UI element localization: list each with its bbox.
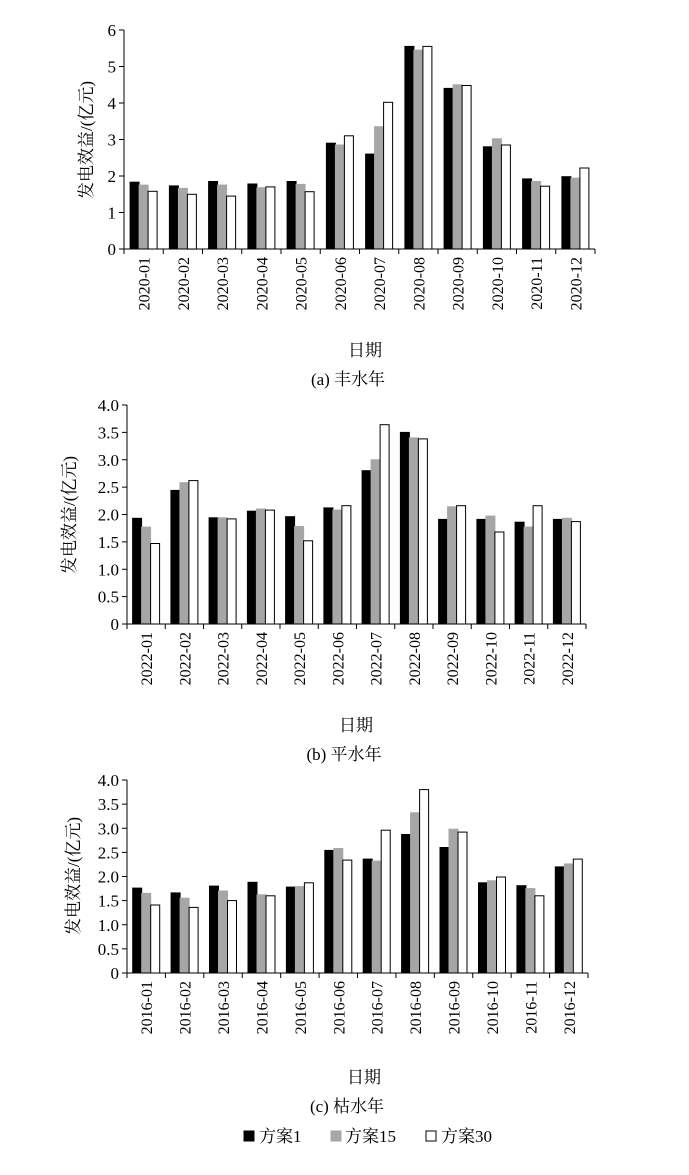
bar-s1	[444, 88, 453, 249]
bar-s2	[178, 188, 187, 249]
bar-s2	[218, 185, 227, 249]
bar-s3	[541, 186, 550, 249]
legend-label: 方案15	[345, 1127, 396, 1146]
y-tick-label: 6	[107, 21, 116, 40]
x-tick-label: 2020-09	[450, 257, 468, 311]
bar-s2	[409, 438, 418, 624]
bar-s1	[477, 519, 486, 624]
y-tick-label: 3.5	[97, 423, 119, 443]
legend-label: 方案30	[441, 1127, 492, 1146]
y-tick-label: 2.0	[97, 867, 119, 887]
y-tick-label: 1	[107, 203, 116, 223]
y-tick-label: 0.5	[97, 587, 119, 607]
x-tick-label: 2016-11	[523, 981, 541, 1034]
x-tick-label: 2016-12	[561, 981, 579, 1035]
y-tick-label: 0	[107, 240, 116, 259]
x-tick-label: 2016-01	[139, 981, 157, 1035]
y-tick-label: 2.5	[97, 478, 119, 498]
panel-caption: (a) 丰水年	[310, 370, 386, 389]
bar-s3	[418, 439, 427, 624]
panel-b	[60, 396, 586, 764]
y-tick-label: 2.0	[97, 505, 119, 525]
legend-swatch-s1	[244, 1131, 254, 1141]
bar-s1	[130, 182, 139, 249]
bar-s3	[384, 102, 393, 249]
bar-s3	[265, 510, 274, 624]
y-axis-label: 发电效益/(亿元)	[77, 80, 96, 200]
y-tick-label: 1.0	[97, 560, 119, 580]
bar-s3	[227, 196, 236, 249]
bar-s1	[325, 850, 334, 973]
bar-s2	[296, 184, 305, 249]
y-tick-label: 3.5	[97, 795, 119, 815]
bar-s1	[402, 835, 411, 974]
y-tick-label: 2.5	[97, 843, 119, 863]
bar-s3	[533, 506, 542, 624]
bar-s2	[449, 829, 458, 973]
x-tick-label: 2020-06	[332, 257, 350, 311]
y-axis-label: 发电效益/(亿元)	[64, 816, 83, 936]
bar-s3	[189, 907, 198, 973]
panel-caption: (b) 平水年	[306, 745, 382, 764]
bar-s2	[526, 889, 535, 973]
bar-s3	[420, 790, 429, 973]
bar-s1	[133, 888, 142, 973]
y-tick-label: 4.0	[97, 771, 119, 790]
bar-s1	[483, 147, 492, 249]
bar-s2	[524, 527, 533, 624]
bar-s2	[218, 518, 227, 624]
bar-s2	[414, 50, 423, 249]
legend	[244, 1127, 492, 1146]
x-tick-label: 2022-06	[330, 632, 348, 686]
y-tick-label: 0	[110, 964, 119, 983]
x-tick-label: 2020-05	[293, 257, 311, 311]
bar-s2	[257, 895, 266, 973]
x-tick-label: 2022-05	[292, 632, 310, 686]
bar-s3	[304, 541, 313, 624]
bar-s3	[189, 481, 198, 624]
bar-s1	[324, 508, 333, 624]
bar-s2	[571, 178, 580, 249]
x-tick-label: 2020-07	[372, 257, 390, 311]
panel-caption: (c) 枯水年	[309, 1097, 385, 1116]
x-tick-label: 2016-10	[484, 981, 502, 1035]
bar-s1	[171, 490, 180, 624]
bar-s3	[344, 136, 353, 249]
bar-s1	[439, 519, 448, 624]
bar-s2	[219, 891, 228, 973]
bar-s3	[148, 191, 157, 249]
bar-s1	[209, 518, 218, 624]
x-tick-label: 2020-08	[411, 257, 429, 311]
bar-s3	[305, 192, 314, 249]
x-tick-label: 2016-06	[331, 981, 349, 1035]
y-tick-label: 2	[107, 167, 116, 186]
x-tick-label: 2022-07	[368, 632, 386, 686]
bar-s3	[495, 532, 504, 624]
bar-s1	[440, 848, 449, 974]
y-tick-label: 3.0	[97, 450, 119, 470]
axes-b	[98, 396, 586, 685]
x-tick-label: 2022-02	[177, 632, 195, 686]
bar-s1	[362, 471, 371, 624]
bar-s2	[371, 460, 380, 624]
bar-s2	[333, 510, 342, 624]
bar-s2	[564, 864, 573, 973]
legend-swatch-s3	[426, 1131, 436, 1141]
bar-s2	[448, 507, 457, 624]
bar-s1	[287, 182, 296, 250]
bar-s3	[266, 896, 275, 973]
bar-s1	[133, 518, 142, 624]
x-tick-label: 2016-09	[446, 981, 464, 1035]
bar-s1	[517, 886, 526, 973]
bar-s2	[486, 516, 495, 624]
x-tick-label: 2022-08	[406, 632, 424, 686]
x-tick-label: 2016-03	[216, 981, 234, 1035]
bar-s2	[453, 85, 462, 249]
y-tick-label: 0	[110, 615, 119, 634]
bar-s2	[256, 509, 265, 624]
y-tick-label: 1.5	[97, 891, 119, 911]
x-tick-label: 2016-04	[254, 981, 272, 1035]
bar-s3	[462, 86, 471, 250]
bar-s2	[488, 881, 497, 973]
bar-s1	[405, 46, 414, 249]
bar-s1	[286, 887, 295, 973]
bar-s3	[187, 194, 196, 249]
y-tick-label: 3	[107, 130, 116, 150]
bar-s1	[363, 859, 372, 973]
bar-s2	[335, 145, 344, 249]
x-axis-label: 日期	[347, 1068, 381, 1087]
bar-s2	[142, 893, 151, 973]
bar-s1	[515, 522, 524, 624]
x-tick-label: 2020-03	[215, 257, 233, 311]
bar-s3	[343, 860, 352, 973]
bar-s2	[492, 139, 501, 249]
y-tick-label: 4.0	[97, 396, 119, 415]
bar-s1	[247, 511, 256, 624]
bar-s3	[151, 544, 160, 625]
x-tick-label: 2020-11	[529, 257, 547, 310]
bar-s1	[523, 179, 532, 249]
bar-s3	[501, 145, 510, 249]
x-tick-label: 2020-02	[175, 257, 193, 311]
axes-a	[108, 21, 596, 310]
x-tick-label: 2016-08	[408, 981, 426, 1035]
x-tick-label: 2020-12	[568, 257, 586, 311]
bar-s1	[169, 186, 178, 249]
bar-s3	[535, 896, 544, 973]
legend-swatch-s2	[331, 1131, 341, 1141]
x-tick-label: 2016-02	[177, 981, 195, 1035]
bar-s2	[375, 127, 384, 249]
x-tick-label: 2020-01	[136, 257, 154, 311]
bar-s2	[180, 483, 189, 624]
bar-s2	[334, 849, 343, 974]
x-tick-label: 2022-09	[445, 632, 463, 686]
bar-s1	[553, 519, 562, 624]
bar-s3	[457, 506, 466, 624]
bar-s3	[228, 901, 237, 973]
x-tick-label: 2016-07	[369, 981, 387, 1035]
bar-s1	[479, 883, 488, 973]
bar-s3	[571, 522, 580, 624]
x-axis-label: 日期	[339, 716, 373, 735]
bar-s1	[400, 432, 409, 624]
bar-s2	[180, 898, 189, 973]
bar-s2	[139, 185, 148, 249]
bar-s1	[555, 867, 564, 973]
bar-s3	[266, 187, 275, 249]
bar-s3	[497, 877, 506, 973]
bar-s2	[532, 182, 541, 250]
bar-s1	[562, 177, 571, 249]
bar-s3	[573, 859, 582, 973]
x-axis-label: 日期	[348, 341, 382, 360]
bar-s2	[257, 188, 266, 249]
bar-s3	[381, 830, 390, 973]
x-tick-label: 2020-10	[489, 257, 507, 311]
bar-s3	[380, 425, 389, 624]
x-tick-label: 2022-03	[215, 632, 233, 686]
bar-s2	[295, 887, 304, 973]
panel-c	[64, 771, 588, 1116]
panel-a	[77, 21, 595, 389]
x-tick-label: 2022-12	[559, 632, 577, 686]
bar-s2	[411, 813, 420, 973]
bar-s3	[342, 506, 351, 624]
bar-s1	[171, 893, 180, 973]
bar-s3	[423, 46, 432, 249]
bar-s2	[142, 527, 151, 624]
bar-s1	[286, 517, 295, 624]
bar-s3	[580, 168, 589, 249]
y-tick-label: 4	[107, 94, 116, 113]
x-tick-label: 2022-01	[139, 632, 157, 686]
bar-s1	[209, 182, 218, 250]
bar-s1	[326, 143, 335, 249]
bar-s3	[304, 883, 313, 973]
y-axis-label: 发电效益/(亿元)	[60, 455, 79, 575]
bar-s2	[372, 861, 381, 973]
x-tick-label: 2022-10	[483, 632, 501, 686]
bar-s3	[227, 519, 236, 624]
bar-s1	[366, 154, 375, 249]
y-tick-label: 1.0	[97, 915, 119, 935]
x-tick-label: 2022-11	[521, 632, 539, 685]
bar-s2	[295, 527, 304, 625]
bar-s1	[210, 886, 219, 973]
x-tick-label: 2022-04	[253, 632, 271, 686]
y-tick-label: 0.5	[97, 939, 119, 959]
legend-label: 方案1	[259, 1127, 302, 1146]
axes-c	[98, 771, 588, 1034]
bar-s3	[458, 832, 467, 973]
bar-s2	[562, 518, 571, 624]
bar-s1	[248, 882, 257, 973]
y-tick-label: 5	[107, 57, 116, 77]
y-tick-label: 3.0	[97, 819, 119, 839]
x-tick-label: 2016-05	[292, 981, 310, 1035]
y-tick-label: 1.5	[97, 532, 119, 552]
bar-s3	[151, 905, 160, 973]
x-tick-label: 2020-04	[254, 257, 272, 311]
bar-s1	[248, 184, 257, 249]
